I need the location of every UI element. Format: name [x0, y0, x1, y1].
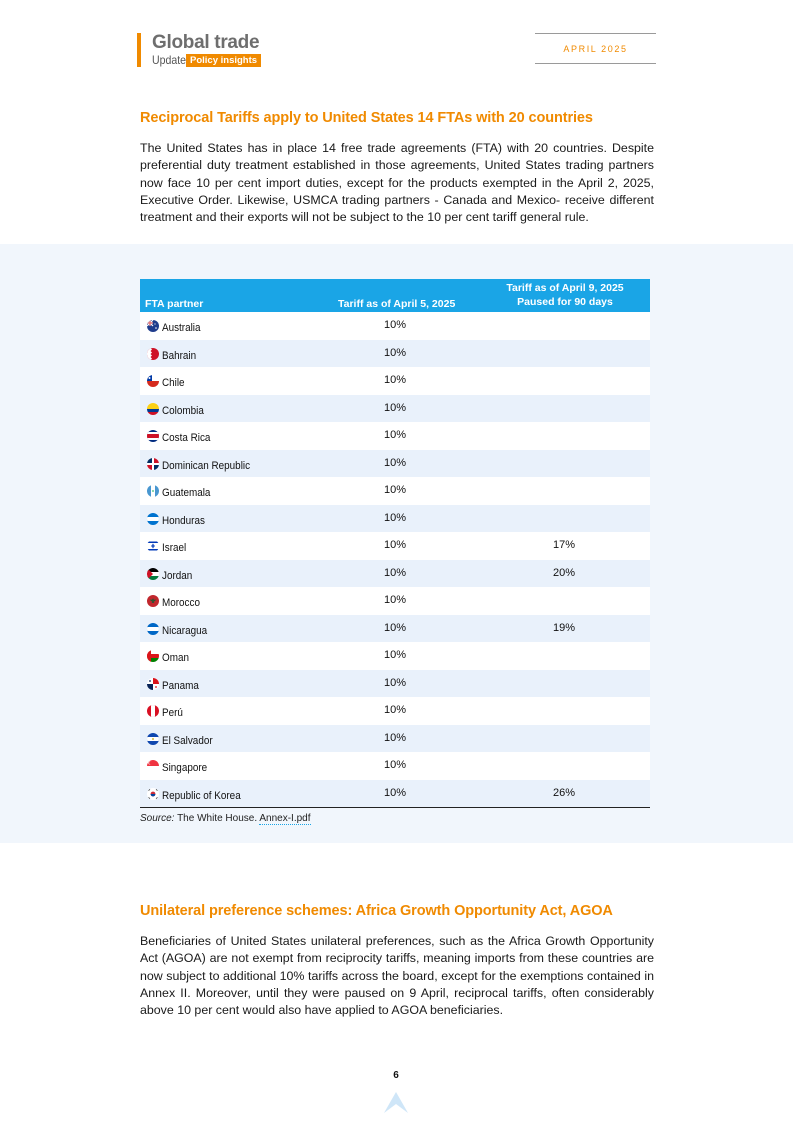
table-row — [140, 642, 650, 670]
cell-country: Oman — [162, 652, 189, 664]
table-header — [140, 279, 650, 312]
cell-tariff-april-5: 10% — [384, 621, 407, 634]
table-row — [140, 505, 650, 533]
flag-nicaragua-icon — [147, 623, 159, 635]
issue-date — [535, 33, 656, 64]
table-row — [140, 367, 650, 395]
table-row — [140, 340, 650, 368]
cell-tariff-april-9: 26% — [553, 786, 576, 799]
brand-title: Global trade — [152, 32, 260, 53]
cell-country: El Salvador — [162, 734, 213, 747]
cell-tariff-april-5: 10% — [384, 649, 407, 661]
chevron-up-icon[interactable] — [383, 1088, 409, 1114]
table-row — [140, 780, 650, 808]
table-row — [140, 395, 650, 423]
flag-peru-icon — [147, 705, 159, 717]
cell-tariff-april-5: 10% — [384, 456, 407, 469]
table-row — [140, 422, 650, 450]
cell-country: Australia — [162, 322, 201, 334]
table-row — [140, 532, 650, 560]
table-source — [140, 813, 311, 824]
cell-tariff-april-9: 20% — [553, 566, 576, 579]
cell-tariff-april-5: 10% — [384, 374, 407, 386]
cell-country: Singapore — [162, 762, 208, 774]
column-header-april-9-line2: Paused for 90 days — [517, 295, 613, 308]
cell-tariff-april-5: 10% — [384, 566, 407, 579]
table-row — [140, 312, 650, 340]
table-row — [140, 725, 650, 753]
cell-country: Dominican Republic — [162, 459, 251, 472]
cell-tariff-april-5: 10% — [384, 346, 407, 359]
cell-tariff-april-5: 10% — [384, 484, 407, 496]
cell-country: Chile — [162, 377, 185, 389]
cell-country: Jordan — [162, 569, 193, 582]
brand-update-label: Update — [152, 53, 187, 67]
flag-el-salvador-icon — [147, 733, 159, 745]
table-row — [140, 670, 650, 698]
flag-jordan-icon — [147, 568, 159, 580]
cell-country: Honduras — [162, 514, 205, 527]
cell-country: Bahrain — [162, 349, 197, 362]
cell-tariff-april-9: 17% — [553, 539, 576, 551]
table-row — [140, 477, 650, 505]
table-body — [140, 312, 650, 807]
brand-logo — [137, 33, 261, 67]
cell-tariff-april-5: 10% — [384, 401, 407, 414]
cell-tariff-april-5: 10% — [384, 786, 407, 799]
page-number: 6 — [393, 1070, 399, 1081]
table-row — [140, 615, 650, 643]
flag-oman-icon — [147, 650, 159, 662]
section-paragraph-reciprocal-tariffs: The United States has in place 14 free trade agreements (FTA) with 20 countries. Despite preferential duty treatment established in those agreements, United States trading partners now face 10 per cent import duties, except for the products exempted in the April 2, 2025, Executive Order. Likewise, USMCA trading partners - Canada and Mexico- receive different treatment and their exports will not be subject to the 10 per cent tariff general rule. — [140, 141, 654, 225]
cell-country: Guatemala — [162, 487, 211, 499]
cell-country: Perú — [162, 707, 183, 719]
column-header-april-9 — [480, 282, 650, 309]
table-row — [140, 587, 650, 615]
brand-subtitle — [152, 53, 261, 67]
column-header-april-5: Tariff as of April 5, 2025 — [338, 298, 456, 310]
brand-badge: Policy insights — [186, 54, 261, 67]
cell-tariff-april-5: 10% — [384, 594, 407, 606]
cell-tariff-april-9: 19% — [553, 621, 576, 634]
source-link[interactable]: Annex-I.pdf — [259, 813, 311, 824]
cell-country: Israel — [162, 542, 187, 554]
fta-tariff-table — [140, 279, 650, 808]
source-text: The White House. — [177, 813, 258, 824]
cell-tariff-april-5: 10% — [384, 676, 407, 689]
section-heading-agoa: Unilateral preference schemes: Africa Growth Opportunity Act, AGOA — [140, 903, 613, 919]
flag-dominican-republic-icon — [147, 458, 159, 470]
cell-country: Panama — [162, 679, 199, 692]
cell-tariff-april-5: 10% — [384, 539, 407, 551]
section-paragraph-agoa: Beneficiaries of United States unilateral preferences, such as the Africa Growth Opportunity Act (AGOA) are not exempt from reciprocity tariffs, meaning imports from these countries are now subject to additional 10% tariffs across the board, except for the exemptions contained in Annex II. Moreover, until they were paused on 9 April, reciprocal tariffs, often considerably above 10 per cent would also have applied to AGOA beneficiaries. — [140, 934, 654, 1018]
cell-tariff-april-5: 10% — [384, 319, 407, 331]
flag-guatemala-icon — [147, 485, 159, 497]
cell-tariff-april-5: 10% — [384, 759, 407, 771]
flag-morocco-icon — [147, 595, 159, 607]
flag-chile-icon — [147, 375, 159, 387]
cell-country: Costa Rica — [162, 432, 211, 444]
flag-singapore-icon — [147, 760, 159, 772]
table-row — [140, 560, 650, 588]
table-row — [140, 697, 650, 725]
section-heading-reciprocal-tariffs: Reciprocal Tariffs apply to United States 14 FTAs with 20 countries — [140, 110, 593, 126]
flag-honduras-icon — [147, 513, 159, 525]
cell-country: Morocco — [162, 597, 200, 609]
cell-country: Colombia — [162, 404, 204, 417]
issue-date-text: APRIL 2025 — [563, 43, 628, 54]
table-row — [140, 450, 650, 478]
cell-country: Nicaragua — [162, 624, 208, 637]
flag-colombia-icon — [147, 403, 159, 415]
cell-tariff-april-5: 10% — [384, 704, 407, 716]
flag-costa-rica-icon — [147, 430, 159, 442]
cell-country: Republic of Korea — [162, 789, 241, 802]
flag-korea-icon — [147, 788, 159, 800]
cell-tariff-april-5: 10% — [384, 731, 407, 744]
flag-israel-icon — [147, 540, 159, 552]
cell-tariff-april-5: 10% — [384, 511, 407, 524]
table-row — [140, 752, 650, 780]
cell-tariff-april-5: 10% — [384, 429, 407, 441]
column-header-partner: FTA partner — [145, 298, 204, 310]
column-header-april-9-line1: Tariff as of April 9, 2025 — [506, 282, 624, 294]
flag-bahrain-icon — [147, 348, 159, 360]
flag-australia-icon — [147, 320, 159, 332]
source-label: Source: — [140, 813, 175, 824]
flag-panama-icon — [147, 678, 159, 690]
